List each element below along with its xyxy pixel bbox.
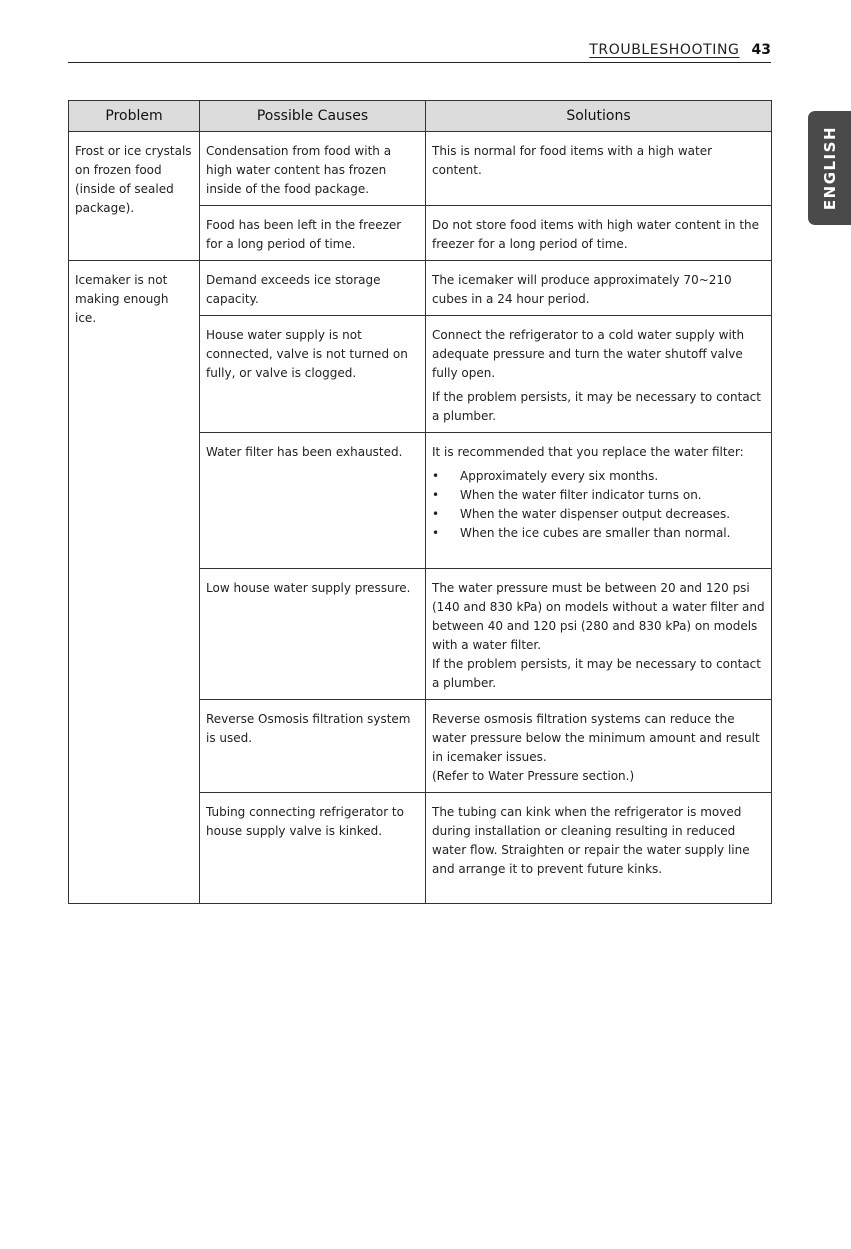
solution-cell	[426, 793, 772, 904]
solution-cell	[426, 433, 772, 569]
bullet-icon: •	[432, 469, 440, 483]
problem-cell: Icemaker is not making enough ice.	[69, 261, 200, 904]
list-item	[432, 524, 765, 543]
page-header	[68, 40, 771, 63]
solution-cell	[426, 261, 772, 316]
language-tab	[808, 111, 851, 225]
cause-cell: House water supply is not connected, valve is not turned on fully, or valve is clogged.	[200, 316, 426, 433]
bullet-list	[432, 467, 765, 543]
list-item-text: When the water filter indicator turns on.	[460, 488, 702, 502]
solution-text: The tubing can kink when the refrigerator is moved during installation or cleaning resulting in reduced water flow. Straighten or repair the water supply line and arrange it to prevent future kinks.	[432, 805, 750, 876]
solution-text: Connect the refrigerator to a cold water supply with adequate pressure and turn the water shutoff valve fully open.	[432, 328, 745, 380]
solution-cell	[426, 206, 772, 261]
bullet-icon: •	[432, 507, 440, 521]
bullet-icon: •	[432, 488, 440, 502]
solution-cell	[426, 316, 772, 433]
page-number: 43	[751, 42, 771, 58]
cause-cell: Tubing connecting refrigerator to house supply valve is kinked.	[200, 793, 426, 904]
solution-cell	[426, 569, 772, 700]
cause-cell: Low house water supply pressure.	[200, 569, 426, 700]
header-solutions: Solutions	[426, 101, 772, 132]
solution-cell	[426, 132, 772, 206]
cause-cell: Food has been left in the freezer for a long period of time.	[200, 206, 426, 261]
cause-cell: Demand exceeds ice storage capacity.	[200, 261, 426, 316]
cause-cell: Water filter has been exhausted.	[200, 433, 426, 569]
solution-cell	[426, 700, 772, 793]
solution-text: If the problem persists, it may be necessary to contact a plumber.	[432, 657, 761, 690]
table-row	[69, 261, 772, 316]
bullet-icon: •	[432, 526, 440, 540]
solution-text: The icemaker will produce approximately 70~210 cubes in a 24 hour period.	[432, 273, 732, 306]
table-row	[69, 132, 772, 206]
problem-cell: Frost or ice crystals on frozen food (inside of sealed package).	[69, 132, 200, 261]
cause-cell: Condensation from food with a high water content has frozen inside of the food package.	[200, 132, 426, 206]
solution-text: Reverse osmosis filtration systems can reduce the water pressure below the minimum amount and result in icemaker issues.	[432, 712, 760, 764]
solution-text: The water pressure must be between 20 and 120 psi (140 and 830 kPa) on models without a water filter and between 40 and 120 psi (280 and 830 kPa) on models with a water filter.	[432, 581, 765, 652]
solution-text: If the problem persists, it may be necessary to contact a plumber.	[432, 390, 761, 423]
solution-text: (Refer to Water Pressure section.)	[432, 769, 635, 783]
list-item-text: Approximately every six months.	[460, 469, 659, 483]
header-problem: Problem	[69, 101, 200, 132]
language-tab-label: ENGLISH	[820, 125, 839, 211]
list-item	[432, 467, 765, 486]
list-item	[432, 486, 765, 505]
solution-text: Do not store food items with high water content in the freezer for a long period of time.	[432, 218, 760, 251]
list-item-text: When the ice cubes are smaller than normal.	[460, 526, 731, 540]
table-header-row	[69, 101, 772, 132]
section-title: TROUBLESHOOTING	[589, 42, 740, 58]
list-item-text: When the water dispenser output decreases.	[460, 507, 731, 521]
troubleshooting-table	[68, 100, 772, 904]
list-item	[432, 505, 765, 524]
header-possible-causes: Possible Causes	[200, 101, 426, 132]
solution-text: It is recommended that you replace the water filter:	[432, 445, 744, 459]
solution-text: This is normal for food items with a high water content.	[432, 144, 713, 177]
cause-cell: Reverse Osmosis filtration system is used.	[200, 700, 426, 793]
